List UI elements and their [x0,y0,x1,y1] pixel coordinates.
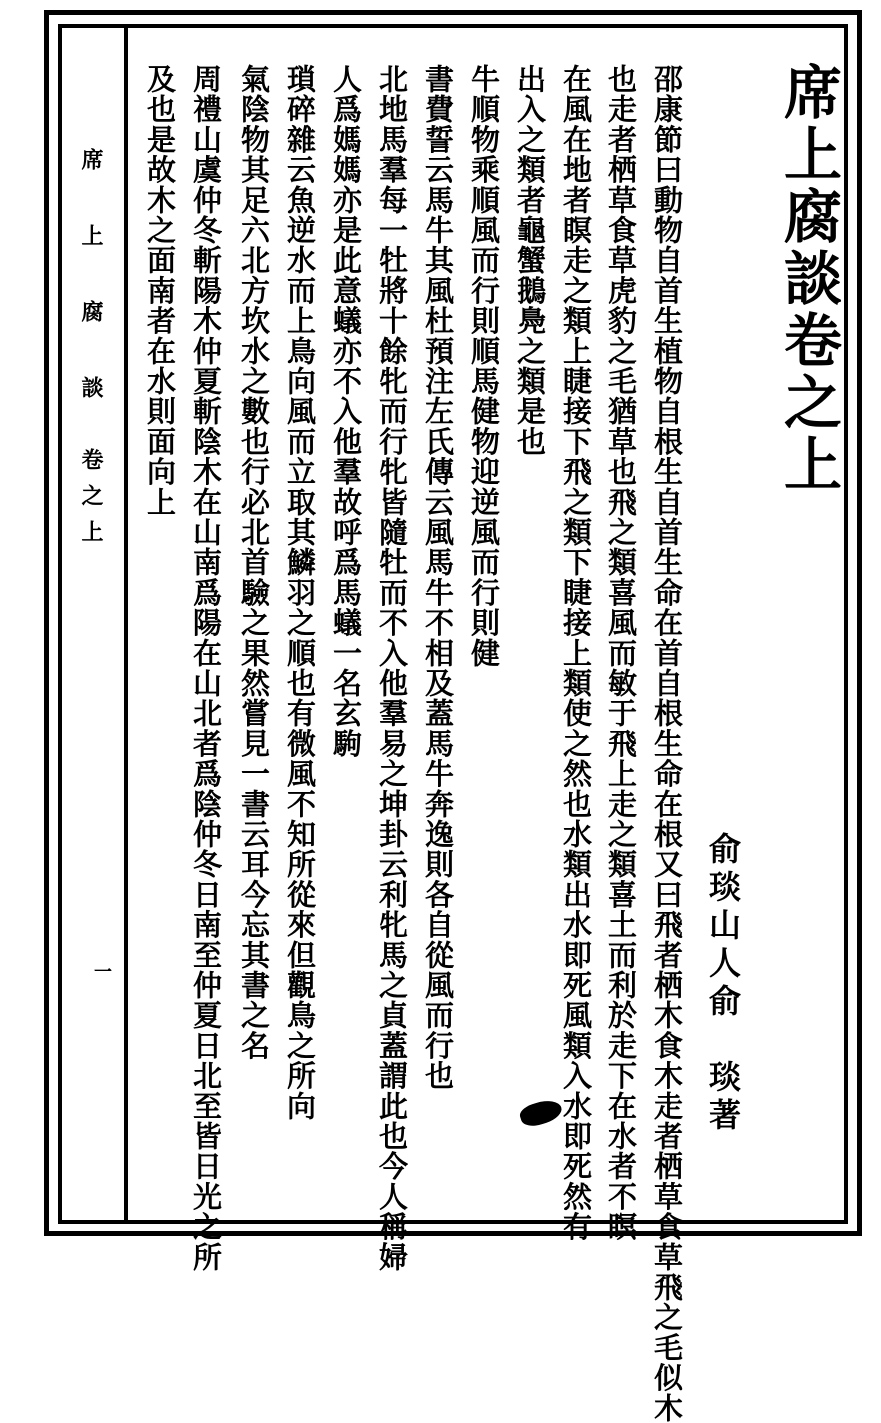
author-line: 俞琰山人俞 琰著 [704,832,742,1136]
text-column: 人爲媽媽亦是此意蟻亦不入他羣故呼爲馬蟻一名玄駒 [329,64,363,759]
text-column: 牛順物乘順風而行則順馬健物迎逆風而行則健 [467,64,501,668]
text-column: 周禮山虞仲冬斬陽木仲夏斬陰木在山南爲陽在山北者爲陰仲冬日南至仲夏日北至皆日光之所 [189,64,223,1272]
text-column: 書費誓云馬牛其風杜預注左氏傳云風馬牛不相及蓋馬牛奔逸則各自從風而行也 [421,64,455,1091]
text-column: 及也是故木之面南者在水則面向上 [143,64,177,517]
text-column: 在風在地者瞑走之類上睫接下飛之類下睫接上類使之然也水類出水即死風類入水即死然有 [559,64,593,1242]
text-column: 氣陰物其足六北方坎水之數也行必北首驗之果然嘗見一書云耳今忘其書之名 [237,64,271,1061]
text-column: 邵康節曰動物自首生植物自根生自首生命在首自根生命在根又曰飛者栖木食木走者栖草食草飛之毛似木 [650,64,684,1423]
margin-rule [124,26,128,1222]
page-title: 席上腐談卷之上 [774,62,842,496]
margin-title: 席 上 腐 談 卷之上 [78,148,104,556]
page-number: 一 [91,962,112,980]
text-column: 也走者栖草食草虎豹之毛猶草也飛之類喜風而敏于飛上走之類喜土而利於走下在水者不瞑 [604,64,638,1242]
text-column: 北地馬羣每一牡將十餘牝而行牝皆隨牡而不入他羣易之坤卦云利牝馬之貞蓋謂此也今人稱婦 [375,64,409,1272]
text-column: 瑣碎雜云魚逆水而上鳥向風而立取其鱗羽之順也有微風不知所從來但觀鳥之所向 [283,64,317,1121]
text-column: 出入之類者龜蟹鵝鳧之類是也 [513,64,547,457]
